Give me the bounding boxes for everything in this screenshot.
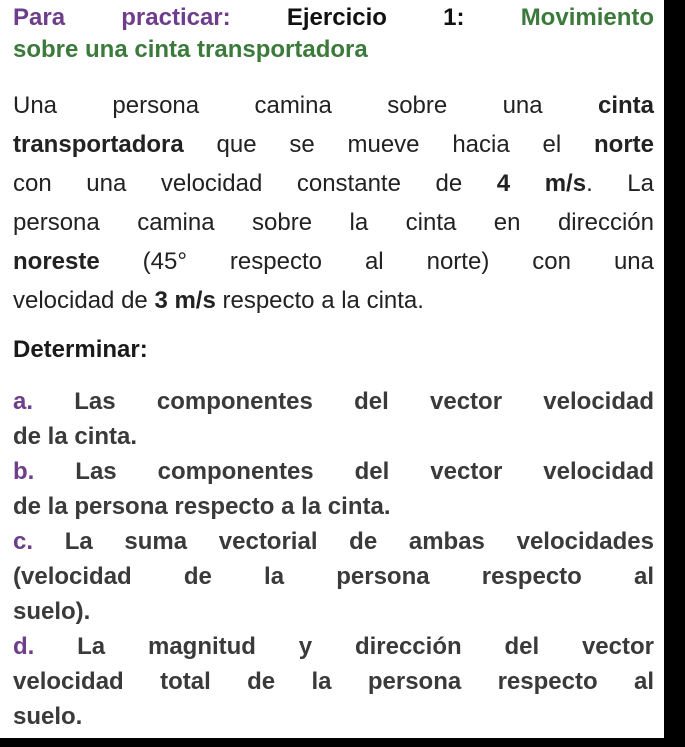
question-letter: a. [13,388,34,415]
question-a [13,384,654,454]
question-line [13,524,654,559]
title-prefix: Para practicar: [13,4,231,31]
question-line [13,384,654,419]
question-line [13,629,654,664]
question-text: Las componentes del vector velocidad [34,458,654,485]
statement-line [13,86,654,125]
statement-text: con una velocidad constante de [13,170,497,197]
statement-bold-text: 4 m/s [496,170,587,197]
statement-line: persona camina sobre la cinta en dirección [13,209,654,236]
question-c [13,524,654,629]
statement-bold-text: cinta [597,92,654,119]
statement-bold-text: 3 m/s [154,287,216,314]
statement-line [13,164,654,203]
statement-text: Una persona camina sobre una [13,92,598,119]
statement-bold-text: transportadora [13,131,184,158]
question-line [13,454,654,489]
statement-text: respecto a la cinta. [215,287,424,314]
question-letter: d. [13,633,35,660]
question-b [13,454,654,524]
problem-statement [13,86,654,320]
question-list [13,384,654,734]
exercise-title [13,2,654,66]
question-letter: b. [13,458,35,485]
question-line: suelo). [13,598,91,625]
exercise-topic-part1: Movimiento [520,4,655,31]
statement-text: que se mueve hacia el [183,131,594,158]
statement-text: velocidad de [13,287,155,314]
determinar-heading: Determinar: [13,336,148,363]
statement-line [13,281,654,320]
question-line: (velocidad de la persona respecto al [13,563,654,590]
question-line: de la persona respecto a la cinta. [13,493,391,520]
exercise-topic-part2: sobre una cinta transportadora [13,36,368,63]
question-line: de la cinta. [13,423,138,450]
title-line-2 [13,34,654,66]
question-text: La suma vectorial de ambas velocidades [33,528,654,555]
statement-bold-text: noreste [13,248,100,275]
question-text: Las componentes del vector velocidad [33,388,654,415]
question-line: suelo. [13,703,83,730]
statement-text: (45° respecto al norte) con una [99,248,654,275]
question-d [13,629,654,734]
question-line: velocidad total de la persona respecto al [13,668,654,695]
statement-line [13,125,654,164]
title-line-1 [13,2,654,34]
statement-bold-text: norte [594,131,654,158]
statement-text: . La [586,170,654,197]
question-letter: c. [13,528,34,555]
question-text: La magnitud y dirección del vector [34,633,654,660]
statement-line [13,242,654,281]
exercise-number: Ejercicio 1: [286,4,465,31]
